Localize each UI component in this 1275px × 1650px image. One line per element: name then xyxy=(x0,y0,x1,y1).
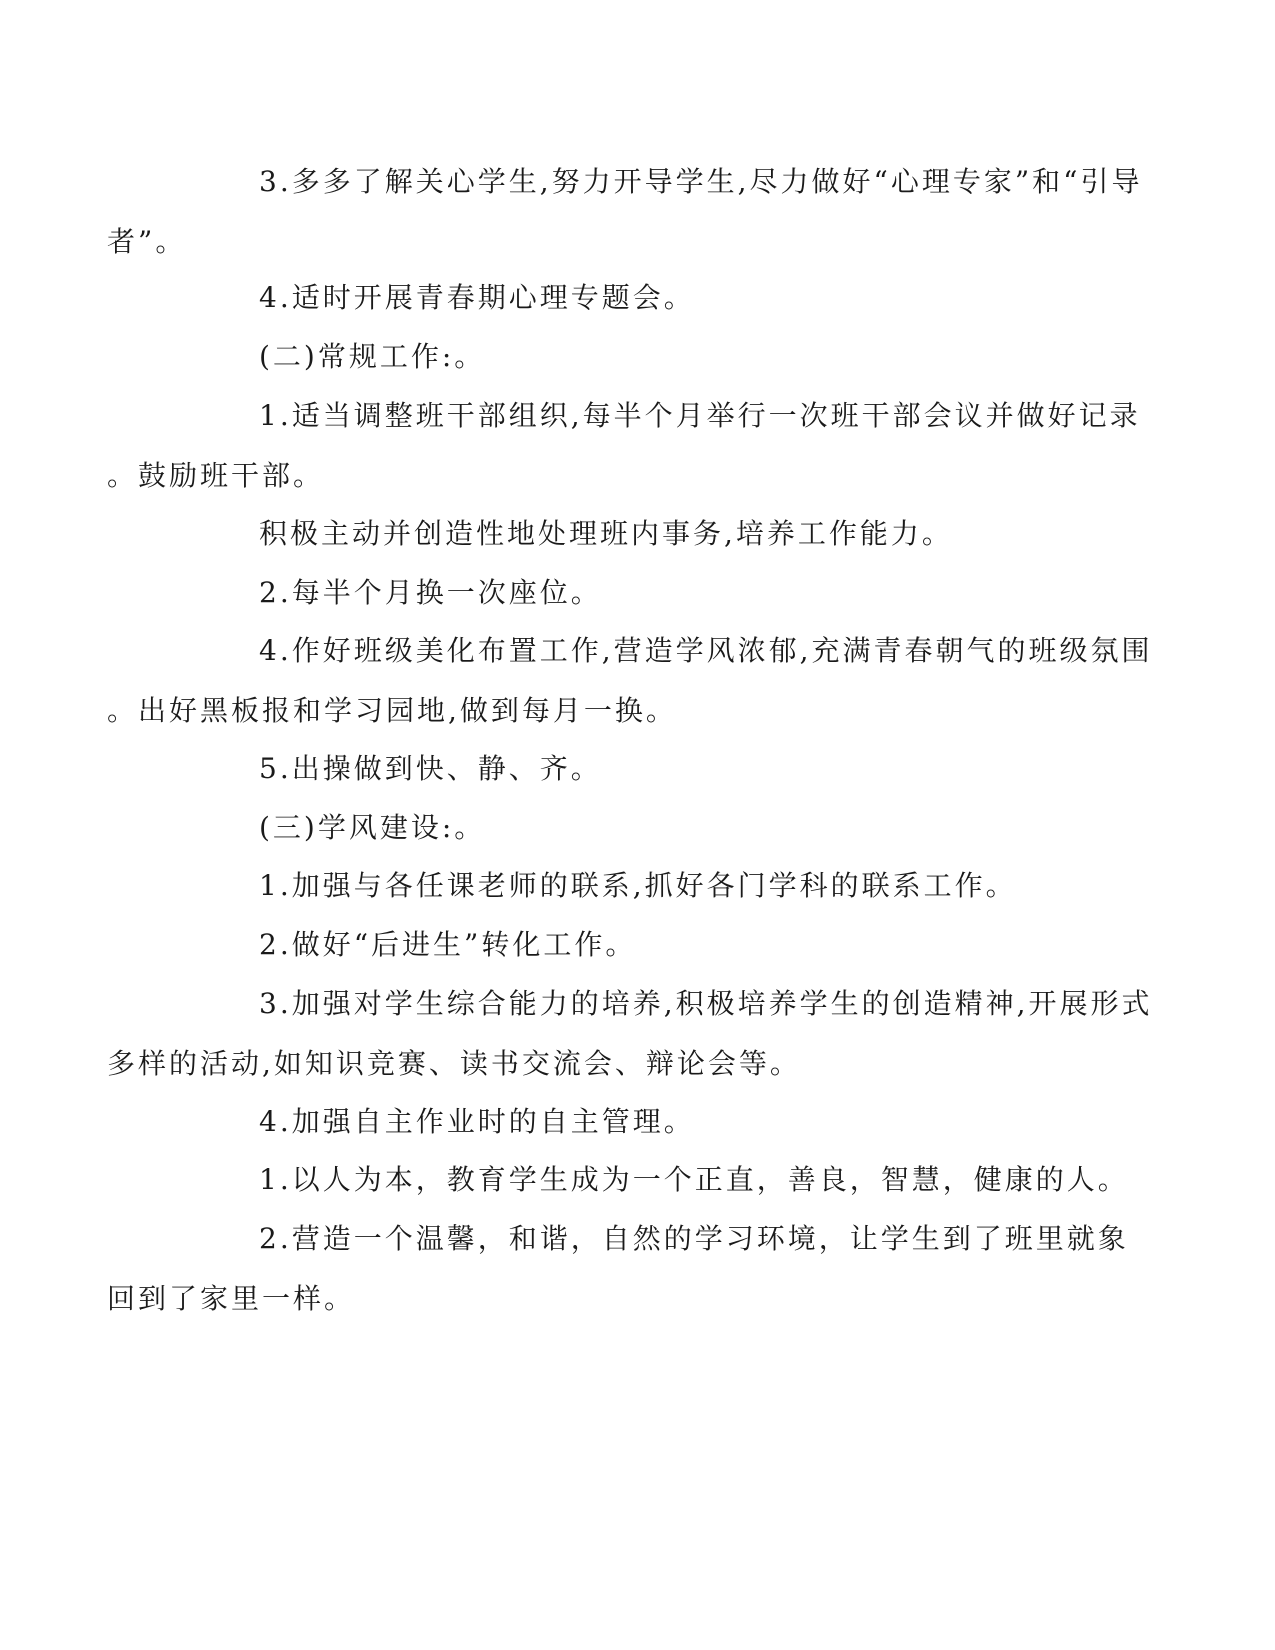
paragraph-7 xyxy=(107,621,1153,741)
paragraph-4 xyxy=(107,386,1141,506)
paragraph-line: 。出好黑板报和学习园地,做到每月一换。 xyxy=(107,694,677,727)
paragraph-10 xyxy=(183,856,1083,916)
paragraph-line: 2.做好“后进生”转化工作。 xyxy=(259,928,637,961)
paragraph-line: 2.营造一个温馨，和谐，自然的学习环境，让学生到了班里就象 xyxy=(259,1222,1129,1255)
paragraph-13 xyxy=(183,1092,1083,1152)
paragraph-line: 1.以人为本，教育学生成为一个正直，善良，智慧，健康的人。 xyxy=(259,1163,1129,1196)
paragraph-line: (三)学风建设:。 xyxy=(259,811,486,844)
paragraph-line: 回到了家里一样。 xyxy=(107,1282,356,1315)
paragraph-line: 积极主动并创造性地处理班内事务,培养工作能力。 xyxy=(259,517,953,550)
paragraph-5 xyxy=(183,504,1083,564)
paragraph-15 xyxy=(107,1209,1129,1329)
paragraph-1 xyxy=(107,152,1143,272)
paragraph-11 xyxy=(183,915,1083,975)
paragraph-6 xyxy=(183,563,1083,623)
paragraph-line: 5.出操做到快、静、齐。 xyxy=(259,752,602,785)
paragraph-line: 4.作好班级美化布置工作,营造学风浓郁,充满青春朝气的班级氛围 xyxy=(259,634,1153,667)
paragraph-line: 4.适时开展青春期心理专题会。 xyxy=(259,281,695,314)
paragraph-line: (二)常规工作:。 xyxy=(259,340,486,373)
paragraph-line: 者”。 xyxy=(107,225,187,258)
section-heading-study-style xyxy=(183,798,1083,858)
paragraph-12 xyxy=(107,974,1153,1094)
paragraph-line: 2.每半个月换一次座位。 xyxy=(259,576,602,609)
section-heading-routine-work xyxy=(183,327,1083,387)
paragraph-line: 4.加强自主作业时的自主管理。 xyxy=(259,1105,695,1138)
paragraph-line: 3.多多了解关心学生,努力开导学生,尽力做好“心理专家”和“引导 xyxy=(259,165,1143,198)
paragraph-line: 1.加强与各任课老师的联系,抓好各门学科的联系工作。 xyxy=(259,869,1017,902)
paragraph-line: 。鼓励班干部。 xyxy=(107,459,325,492)
paragraph-line: 3.加强对学生综合能力的培养,积极培养学生的创造精神,开展形式 xyxy=(259,987,1153,1020)
paragraph-14 xyxy=(183,1150,1129,1210)
paragraph-8 xyxy=(183,739,1083,799)
paragraph-line: 1.适当调整班干部组织,每半个月举行一次班干部会议并做好记录 xyxy=(259,399,1141,432)
paragraph-line: 多样的活动,如知识竞赛、读书交流会、辩论会等。 xyxy=(107,1047,801,1080)
paragraph-2 xyxy=(183,268,1083,328)
